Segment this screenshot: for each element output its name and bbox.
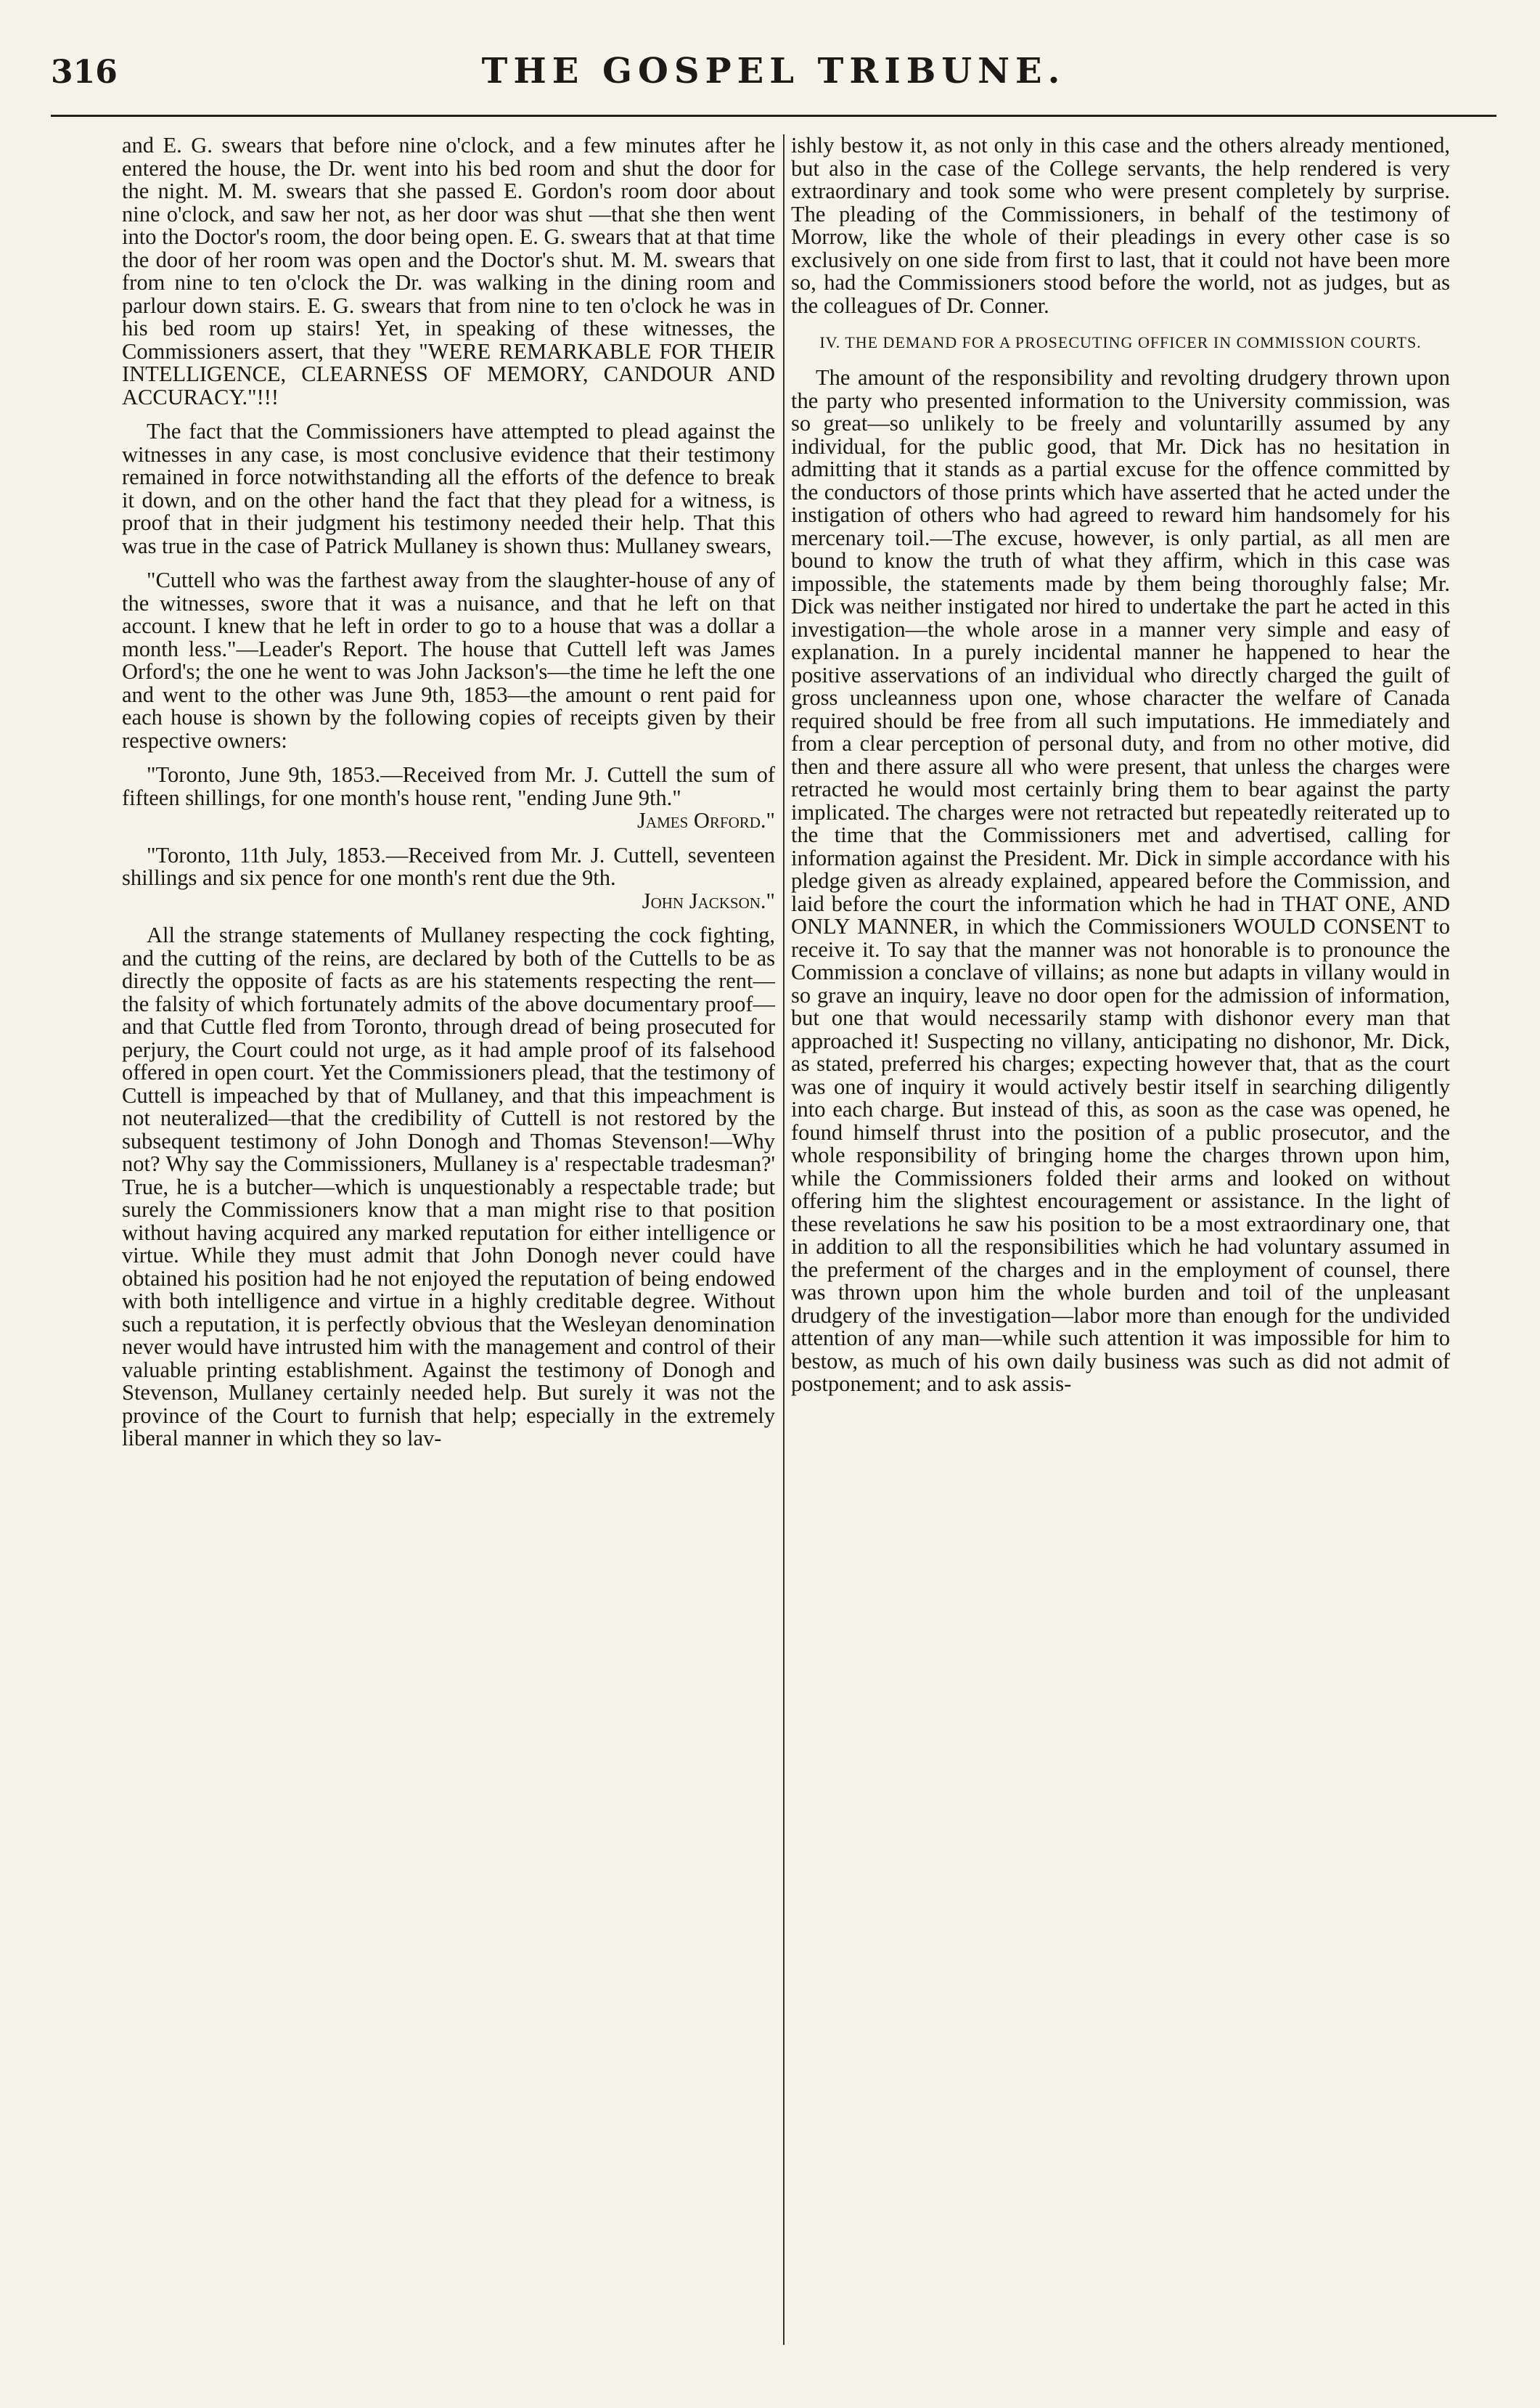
receipt-quote [122,844,775,913]
column-divider [783,134,785,2345]
section-heading: IV. THE DEMAND FOR A PROSECUTING OFFICER IN COMMISSION COURTS. [819,333,1422,351]
receipt-text: "Toronto, June 9th, 1853.—Received from Mr. J. Cuttell the sum of fifteen shillings, for one month's house rent, "ending June 9th." [122,762,775,810]
paragraph: ishly bestow it, as not only in this case and the others already mentioned, but also in the case of the College servants, the help rendered is very extraordinary and took some who were present completely by surprise. The pleading of the Commissioners, in behalf of the testimony of Morrow, like the whole of their pleadings in every other case is so exclusively on one side from first to last, that it could not have been more so, had the Commissioners stood before the world, not as judges, but as the colleagues of Dr. Conner. [791,134,1450,318]
paragraph: All the strange statements of Mullaney respecting the cock fighting, and the cutting of the reins, are declared by both of the Cuttells to be as directly the opposite of facts as are his statements respecting the rent—the falsity of which fortunately admits of the above documentary proof—and that Cuttle fled from Toronto, through dread of being prosecuted for perjury, the Court could not urge, as it had ample proof of its falsehood offered in open court. Yet the Commissioners plead, that the testimony of Cuttell is impeached by that of Mullaney, and that this impeachment is not neuteralized—that the credibility of Cuttell is not restored by the subsequent testimony of John Donogh and Thomas Stevenson!—Why not? Why say the Commissioners, Mullaney is a' respectable tradesman?' True, he is a butcher—which is unquestionably a respectable trade; but surely the Commissioners know that a man might rise to that position without having acquired any marked reputation for either intelligence or virtue. While they must admit that John Donogh never could have obtained his position had he not enjoyed the reputation of being endowed with both intelligence and virtue in a highly creditable degree. Without such a reputation, it is perfectly obvious that the Wesleyan denomination never would have intrusted him with the management and control of their valuable printing establishment. Against the testimony of Donogh and Stevenson, Mullaney certainly needed help. But surely it was not the province of the Court to furnish that help; especially in the extremely liberal manner in which they so lav- [122,923,775,1450]
header-rule [51,115,1496,117]
page-header [51,51,1496,109]
right-column [791,134,1450,2345]
receipt-signature: James Orford." [637,808,775,833]
receipt-signature: John Jackson." [642,888,775,913]
paragraph: The amount of the responsibility and revolting drudgery thrown upon the party who presented information to the University commission, was so great—so unlikely to be freely and voluntarilly assumed by any individual, for the public good, that Mr. Dick has no hesitation in admitting that it stands as a partial excuse for the offence committed by the conductors of those prints which have asserted that he acted under the instigation of others who had agreed to reward him handsomely for his mercenary toil.—The excuse, however, is only partial, as all men are bound to know the truth of what they affirm, which in this case was impossible, the statements made by them being thoroughly false; Mr. Dick was neither instigated nor hired to undertake the part he acted in this investigation—the whole arose in a manner very simple and easy of explanation. In a purely incidental manner he happened to hear the positive asservations of an individual who directly charged the guilt of gross uncleanness upon one, whose character the welfare of Canada required should be free from all such imputations. He immediately and from a clear perception of personal duty, and from no other motive, did then and there assure all who were present, that unless the charges were retracted he would most certainly bring them to bear against the party implicated. The charges were not retracted but repeatedly reiterated up to the time that the Commissioners met and advertised, calling for information against the President. Mr. Dick in simple accordance with his pledge given as already explained, appeared before the Commission, and laid before the court the information which he had in THAT ONE, AND ONLY MANNER, in which the Commissioners WOULD CONSENT to receive it. To say that the manner was not honorable is to pronounce the Commission a conclave of villains; as none but adapts in villany would in so grave an inquiry, leave no door open for the admission of information, but one that would necessarily stamp with dishonor every man that approached it! Suspecting no villany, anticipating no dishonor, Mr. Dick, as stated, preferred his charges; expecting however that, that as the court was one of inquiry it would actively bestir itself in searching diligently into each charge. But instead of this, as soon as the case was opened, he found himself thrust into the position of a public prosecutor, and the whole responsibility of bringing home the charges thrown upon him, while the Commissioners folded their arms and looked on without offering him the slightest encouragement or assistance. In the light of these revelations he saw his position to be a most extraordinary one, that in addition to all the responsibilities which he had voluntary assumed in the preferment of the charges and in the employment of counsel, there was thrown upon him the whole burden and toil of the unpleasant drudgery of the investigation—labor more than enough for the undivided attention of any man—while such attention it was impossible for him to bestow, as much of his own daily business was such as did not admit of postponement; and to ask assis- [791,365,1450,1396]
paragraph: and E. G. swears that before nine o'clock, and a few minutes after he entered the house, the Dr. went into his bed room and shut the door for the night. M. M. swears that she passed E. Gordon's room door about nine o'clock, and saw her not, as her door was shut —that she then went into the Doctor's room, the door being open. E. G. swears that at that time the door of her room was open and the Doctor's shut. M. M. swears that from nine to ten o'clock the Dr. was walking in the dining room and parlour down stairs. E. G. swears that from nine to ten o'clock he was in his bed room up stairs! Yet, in speaking of these witnesses, the Commissioners assert, that they "WERE REMARKABLE FOR THEIR INTELLIGENCE, CLEARNESS OF MEMORY, CANDOUR AND ACCURACY."!!! [122,134,775,409]
receipt-quote [122,764,775,833]
page-number: 316 [51,54,118,91]
paragraph: The fact that the Commissioners have attempted to plead against the witnesses in any case, is most conclusive evidence that their testimony remained in force notwithstanding all the efforts of the defence to break it down, and on the other hand the fact that they plead for a witness, is proof that in their judgment his testimony needed their help. That this was true in the case of Patrick Mullaney is shown thus: Mullaney swears, [122,419,775,558]
journal-title: THE GOSPEL TRIBUNE. [481,51,1066,91]
paragraph: "Cuttell who was the farthest away from the slaughter-house of any of the witnesses, swore that it was a nuisance, and that he left on that account. I knew that he left in order to go to a house that was a dollar a month less."—Leader's Report. The house that Cuttell left was James Orford's; the one he went to was John Jackson's—the time he left the one and went to the other was June 9th, 1853—the amount o rent paid for each house is shown by the following copies of receipts given by their respective owners: [122,568,775,753]
left-column [122,134,775,2345]
receipt-text: "Toronto, 11th July, 1853.—Received from Mr. J. Cuttell, seventeen shillings and six pence for one month's rent due the 9th. [122,842,775,890]
